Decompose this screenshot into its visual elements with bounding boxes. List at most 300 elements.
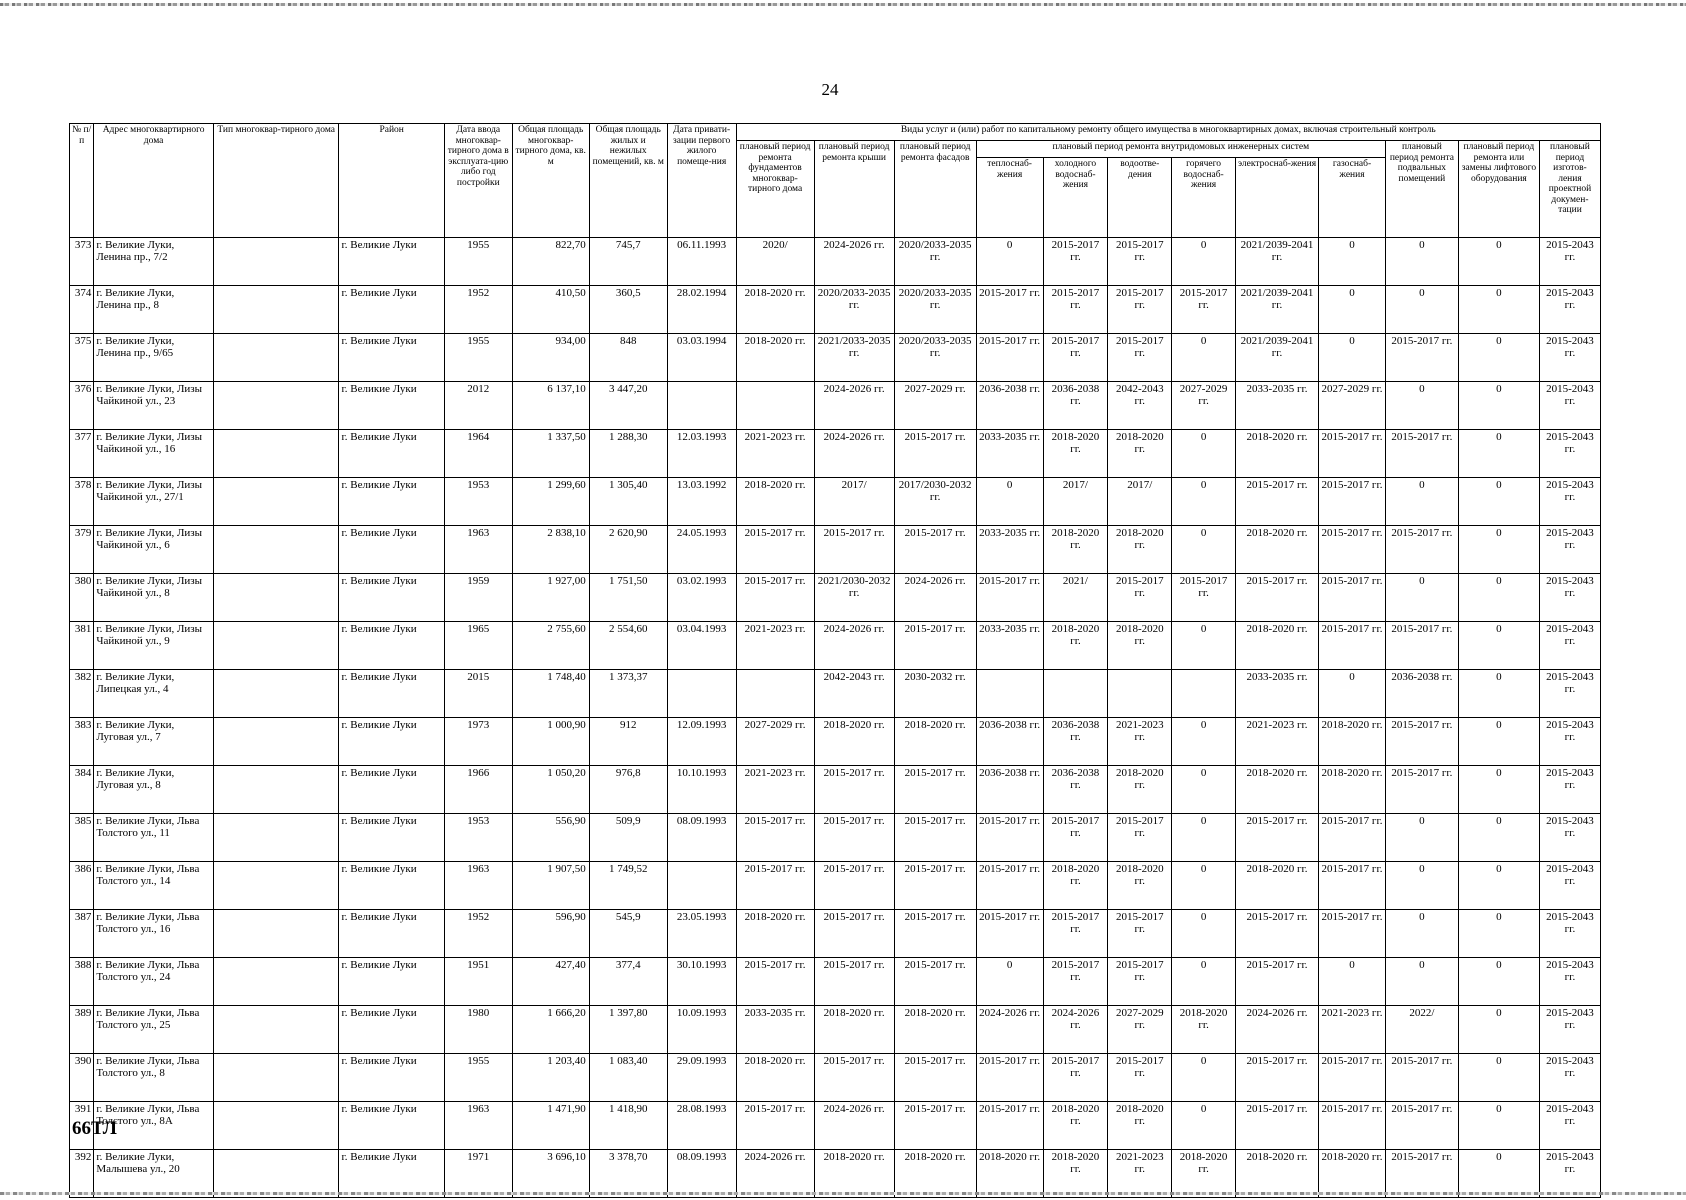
row-number: 375 (70, 334, 94, 382)
privatization-date-cell: 12.09.1993 (667, 718, 736, 766)
sewerage-period-cell: 2027-2029 гг. (1108, 1006, 1172, 1054)
header-district: Район (339, 124, 444, 238)
commission-year-cell: 1955 (444, 334, 512, 382)
design-doc-period-cell: 2015-2043 гг. (1539, 670, 1600, 718)
living-area-cell: 377,4 (589, 958, 667, 1006)
table-header (70, 124, 1601, 238)
facade-period-cell: 2015-2017 гг. (894, 1102, 976, 1150)
facade-period-cell: 2015-2017 гг. (894, 622, 976, 670)
privatization-date-cell: 28.02.1994 (667, 286, 736, 334)
commission-year-cell: 1973 (444, 718, 512, 766)
row-number: 382 (70, 670, 94, 718)
basement-period-cell: 0 (1385, 286, 1458, 334)
electric-period-cell: 2018-2020 гг. (1236, 526, 1319, 574)
foundation-period-cell: 2018-2020 гг. (736, 1054, 814, 1102)
commission-year-cell: 2012 (444, 382, 512, 430)
foundation-period-cell (736, 670, 814, 718)
table-row (70, 910, 1601, 958)
house-type-cell (213, 478, 339, 526)
district-cell: г. Великие Луки (339, 1150, 444, 1198)
total-area-cell: 1 471,90 (512, 1102, 589, 1150)
header-elevator: плановый период ремонта или замены лифтового оборудования (1458, 141, 1539, 238)
header-basement: плановый период ремонта подвальных помещений (1385, 141, 1458, 238)
design-doc-period-cell: 2015-2043 гг. (1539, 1150, 1600, 1198)
roof-period-cell: 2017/ (814, 478, 894, 526)
roof-period-cell: 2024-2026 гг. (814, 382, 894, 430)
roof-period-cell: 2018-2020 гг. (814, 718, 894, 766)
living-area-cell: 509,9 (589, 814, 667, 862)
heating-period-cell: 2018-2020 гг. (976, 1150, 1043, 1198)
cold-water-period-cell: 2018-2020 гг. (1043, 622, 1108, 670)
sewerage-period-cell: 2015-2017 гг. (1108, 286, 1172, 334)
sewerage-period-cell: 2015-2017 гг. (1108, 334, 1172, 382)
electric-period-cell: 2015-2017 гг. (1236, 814, 1319, 862)
hot-water-period-cell: 0 (1172, 334, 1236, 382)
house-type-cell (213, 430, 339, 478)
header-living-area: Общая площадь жилых и нежилых помещений, кв. м (589, 124, 667, 238)
cold-water-period-cell: 2015-2017 гг. (1043, 286, 1108, 334)
page-number: 24 (821, 80, 839, 99)
heating-period-cell: 2015-2017 гг. (976, 574, 1043, 622)
cold-water-period-cell: 2015-2017 гг. (1043, 814, 1108, 862)
roof-period-cell: 2015-2017 гг. (814, 766, 894, 814)
table-row (70, 862, 1601, 910)
basement-period-cell: 0 (1385, 382, 1458, 430)
heating-period-cell: 2036-2038 гг. (976, 766, 1043, 814)
sewerage-period-cell (1108, 670, 1172, 718)
header-hot-water: горячего водоснаб-жения (1172, 158, 1236, 238)
gas-period-cell: 2018-2020 гг. (1319, 766, 1386, 814)
roof-period-cell: 2018-2020 гг. (814, 1150, 894, 1198)
living-area-cell: 2 620,90 (589, 526, 667, 574)
district-cell: г. Великие Луки (339, 718, 444, 766)
living-area-cell: 1 749,52 (589, 862, 667, 910)
privatization-date-cell: 12.03.1993 (667, 430, 736, 478)
basement-period-cell: 2015-2017 гг. (1385, 766, 1458, 814)
roof-period-cell: 2015-2017 гг. (814, 862, 894, 910)
hot-water-period-cell: 0 (1172, 814, 1236, 862)
row-number: 385 (70, 814, 94, 862)
design-doc-period-cell: 2015-2043 гг. (1539, 1054, 1600, 1102)
design-doc-period-cell: 2015-2043 гг. (1539, 334, 1600, 382)
design-doc-period-cell: 2015-2043 гг. (1539, 910, 1600, 958)
house-type-cell (213, 334, 339, 382)
elevator-period-cell: 0 (1458, 1054, 1539, 1102)
electric-period-cell: 2015-2017 гг. (1236, 478, 1319, 526)
living-area-cell: 1 083,40 (589, 1054, 667, 1102)
row-number: 381 (70, 622, 94, 670)
hot-water-period-cell: 0 (1172, 430, 1236, 478)
total-area-cell: 1 337,50 (512, 430, 589, 478)
address-cell: г. Великие Луки, Луговая ул., 8 (94, 766, 214, 814)
row-number: 373 (70, 238, 94, 286)
gas-period-cell: 2021-2023 гг. (1319, 1006, 1386, 1054)
hot-water-period-cell: 2015-2017 гг. (1172, 286, 1236, 334)
electric-period-cell: 2015-2017 гг. (1236, 1102, 1319, 1150)
elevator-period-cell: 0 (1458, 766, 1539, 814)
foundation-period-cell: 2015-2017 гг. (736, 958, 814, 1006)
foundation-period-cell: 2021-2023 гг. (736, 622, 814, 670)
row-number: 391 (70, 1102, 94, 1150)
header-sewerage: водоотве-дения (1108, 158, 1172, 238)
facade-period-cell: 2018-2020 гг. (894, 1006, 976, 1054)
facade-period-cell: 2020/2033-2035 гг. (894, 238, 976, 286)
heating-period-cell: 0 (976, 478, 1043, 526)
house-type-cell (213, 958, 339, 1006)
scan-edge-top (0, 3, 1686, 6)
header-electric: электроснаб-жения (1236, 158, 1319, 238)
foundation-period-cell: 2015-2017 гг. (736, 574, 814, 622)
district-cell: г. Великие Луки (339, 238, 444, 286)
total-area-cell: 6 137,10 (512, 382, 589, 430)
privatization-date-cell: 06.11.1993 (667, 238, 736, 286)
design-doc-period-cell: 2015-2043 гг. (1539, 862, 1600, 910)
district-cell: г. Великие Луки (339, 862, 444, 910)
heating-period-cell: 2015-2017 гг. (976, 1102, 1043, 1150)
cold-water-period-cell: 2015-2017 гг. (1043, 334, 1108, 382)
commission-year-cell: 1963 (444, 526, 512, 574)
privatization-date-cell: 03.02.1993 (667, 574, 736, 622)
privatization-date-cell: 08.09.1993 (667, 1150, 736, 1198)
hot-water-period-cell: 0 (1172, 766, 1236, 814)
elevator-period-cell: 0 (1458, 526, 1539, 574)
commission-year-cell: 1966 (444, 766, 512, 814)
foundation-period-cell: 2033-2035 гг. (736, 1006, 814, 1054)
privatization-date-cell: 29.09.1993 (667, 1054, 736, 1102)
foundation-period-cell: 2018-2020 гг. (736, 286, 814, 334)
hot-water-period-cell: 0 (1172, 1054, 1236, 1102)
address-cell: г. Великие Луки, Льва Толстого ул., 16 (94, 910, 214, 958)
address-cell: г. Великие Луки, Лизы Чайкиной ул., 16 (94, 430, 214, 478)
basement-period-cell: 2015-2017 гг. (1385, 526, 1458, 574)
commission-year-cell: 1963 (444, 862, 512, 910)
address-cell: г. Великие Луки, Ленина пр., 8 (94, 286, 214, 334)
commission-year-cell: 1955 (444, 1054, 512, 1102)
total-area-cell: 1 666,20 (512, 1006, 589, 1054)
cold-water-period-cell: 2015-2017 гг. (1043, 238, 1108, 286)
gas-period-cell: 2015-2017 гг. (1319, 574, 1386, 622)
row-number: 380 (70, 574, 94, 622)
roof-period-cell: 2021/2030-2032 гг. (814, 574, 894, 622)
total-area-cell: 934,00 (512, 334, 589, 382)
row-number: 389 (70, 1006, 94, 1054)
facade-period-cell: 2018-2020 гг. (894, 1150, 976, 1198)
header-heating: теплоснаб-жения (976, 158, 1043, 238)
commission-year-cell: 1963 (444, 1102, 512, 1150)
table-row (70, 958, 1601, 1006)
design-doc-period-cell: 2015-2043 гг. (1539, 430, 1600, 478)
cold-water-period-cell: 2015-2017 гг. (1043, 958, 1108, 1006)
header-facade: плановый период ремонта фасадов (894, 141, 976, 238)
living-area-cell: 976,8 (589, 766, 667, 814)
gas-period-cell: 2015-2017 гг. (1319, 526, 1386, 574)
electric-period-cell: 2033-2035 гг. (1236, 382, 1319, 430)
living-area-cell: 912 (589, 718, 667, 766)
facade-period-cell: 2015-2017 гг. (894, 766, 976, 814)
gas-period-cell: 2015-2017 гг. (1319, 622, 1386, 670)
hot-water-period-cell: 0 (1172, 862, 1236, 910)
address-cell: г. Великие Луки, Льва Толстого ул., 8 (94, 1054, 214, 1102)
row-number: 386 (70, 862, 94, 910)
living-area-cell: 3 378,70 (589, 1150, 667, 1198)
roof-period-cell: 2015-2017 гг. (814, 910, 894, 958)
facade-period-cell: 2027-2029 гг. (894, 382, 976, 430)
foundation-period-cell: 2015-2017 гг. (736, 814, 814, 862)
header-privatization-date: Дата привати-зации первого жилого помеще-ния (667, 124, 736, 238)
row-number: 374 (70, 286, 94, 334)
elevator-period-cell: 0 (1458, 910, 1539, 958)
hot-water-period-cell: 0 (1172, 478, 1236, 526)
foundation-period-cell: 2015-2017 гг. (736, 862, 814, 910)
district-cell: г. Великие Луки (339, 1006, 444, 1054)
total-area-cell: 1 050,20 (512, 766, 589, 814)
commission-year-cell: 2015 (444, 670, 512, 718)
roof-period-cell: 2024-2026 гг. (814, 1102, 894, 1150)
hot-water-period-cell: 0 (1172, 958, 1236, 1006)
sewerage-period-cell: 2042-2043 гг. (1108, 382, 1172, 430)
cold-water-period-cell: 2036-2038 гг. (1043, 766, 1108, 814)
foundation-period-cell: 2018-2020 гг. (736, 478, 814, 526)
row-number: 387 (70, 910, 94, 958)
design-doc-period-cell: 2015-2043 гг. (1539, 766, 1600, 814)
sewerage-period-cell: 2015-2017 гг. (1108, 238, 1172, 286)
gas-period-cell: 0 (1319, 958, 1386, 1006)
living-area-cell: 745,7 (589, 238, 667, 286)
row-number: 384 (70, 766, 94, 814)
address-cell: г. Великие Луки, Лизы Чайкиной ул., 8 (94, 574, 214, 622)
table-row (70, 334, 1601, 382)
basement-period-cell: 2015-2017 гг. (1385, 334, 1458, 382)
sewerage-period-cell: 2015-2017 гг. (1108, 958, 1172, 1006)
house-type-cell (213, 382, 339, 430)
facade-period-cell: 2018-2020 гг. (894, 718, 976, 766)
basement-period-cell: 2015-2017 гг. (1385, 622, 1458, 670)
house-type-cell (213, 1102, 339, 1150)
elevator-period-cell: 0 (1458, 862, 1539, 910)
elevator-period-cell: 0 (1458, 1102, 1539, 1150)
header-foundation: плановый период ремонта фундаментов многоквар-тирного дома (736, 141, 814, 238)
privatization-date-cell: 13.03.1992 (667, 478, 736, 526)
district-cell: г. Великие Луки (339, 766, 444, 814)
district-cell: г. Великие Луки (339, 430, 444, 478)
district-cell: г. Великие Луки (339, 286, 444, 334)
cold-water-period-cell: 2017/ (1043, 478, 1108, 526)
total-area-cell: 596,90 (512, 910, 589, 958)
basement-period-cell: 2015-2017 гг. (1385, 1150, 1458, 1198)
sewerage-period-cell: 2015-2017 гг. (1108, 574, 1172, 622)
electric-period-cell: 2018-2020 гг. (1236, 622, 1319, 670)
elevator-period-cell: 0 (1458, 670, 1539, 718)
total-area-cell: 2 838,10 (512, 526, 589, 574)
gas-period-cell: 2015-2017 гг. (1319, 862, 1386, 910)
electric-period-cell: 2015-2017 гг. (1236, 574, 1319, 622)
commission-year-cell: 1959 (444, 574, 512, 622)
basement-period-cell: 0 (1385, 958, 1458, 1006)
commission-year-cell: 1951 (444, 958, 512, 1006)
living-area-cell: 2 554,60 (589, 622, 667, 670)
foundation-period-cell: 2027-2029 гг. (736, 718, 814, 766)
roof-period-cell: 2024-2026 гг. (814, 238, 894, 286)
elevator-period-cell: 0 (1458, 718, 1539, 766)
address-cell: г. Великие Луки, Ленина пр., 9/65 (94, 334, 214, 382)
house-type-cell (213, 238, 339, 286)
gas-period-cell: 2015-2017 гг. (1319, 1102, 1386, 1150)
table-row (70, 718, 1601, 766)
address-cell: г. Великие Луки, Луговая ул., 7 (94, 718, 214, 766)
address-cell: г. Великие Луки, Липецкая ул., 4 (94, 670, 214, 718)
district-cell: г. Великие Луки (339, 334, 444, 382)
cold-water-period-cell: 2021/ (1043, 574, 1108, 622)
total-area-cell: 1 000,90 (512, 718, 589, 766)
sewerage-period-cell: 2018-2020 гг. (1108, 526, 1172, 574)
sewerage-period-cell: 2015-2017 гг. (1108, 1054, 1172, 1102)
commission-year-cell: 1965 (444, 622, 512, 670)
district-cell: г. Великие Луки (339, 814, 444, 862)
roof-period-cell: 2020/2033-2035 гг. (814, 286, 894, 334)
header-num: № п/п (70, 124, 94, 238)
table-row (70, 1054, 1601, 1102)
sewerage-period-cell: 2017/ (1108, 478, 1172, 526)
hot-water-period-cell: 0 (1172, 526, 1236, 574)
table-row (70, 622, 1601, 670)
foundation-period-cell: 2015-2017 гг. (736, 526, 814, 574)
house-type-cell (213, 862, 339, 910)
foundation-period-cell: 2020/ (736, 238, 814, 286)
sewerage-period-cell: 2018-2020 гг. (1108, 430, 1172, 478)
address-cell: г. Великие Луки, Лизы Чайкиной ул., 27/1 (94, 478, 214, 526)
address-cell: г. Великие Луки, Лизы Чайкиной ул., 6 (94, 526, 214, 574)
house-type-cell (213, 766, 339, 814)
sewerage-period-cell: 2018-2020 гг. (1108, 1102, 1172, 1150)
electric-period-cell: 2015-2017 гг. (1236, 910, 1319, 958)
privatization-date-cell (667, 862, 736, 910)
commission-year-cell: 1980 (444, 1006, 512, 1054)
house-type-cell (213, 910, 339, 958)
district-cell: г. Великие Луки (339, 958, 444, 1006)
total-area-cell: 1 203,40 (512, 1054, 589, 1102)
roof-period-cell: 2042-2043 гг. (814, 670, 894, 718)
facade-period-cell: 2020/2033-2035 гг. (894, 286, 976, 334)
heating-period-cell: 2015-2017 гг. (976, 1054, 1043, 1102)
elevator-period-cell: 0 (1458, 574, 1539, 622)
basement-period-cell: 2015-2017 гг. (1385, 718, 1458, 766)
house-type-cell (213, 622, 339, 670)
electric-period-cell: 2018-2020 гг. (1236, 430, 1319, 478)
elevator-period-cell: 0 (1458, 814, 1539, 862)
table-row (70, 670, 1601, 718)
facade-period-cell: 2030-2032 гг. (894, 670, 976, 718)
cold-water-period-cell: 2015-2017 гг. (1043, 1054, 1108, 1102)
elevator-period-cell: 0 (1458, 382, 1539, 430)
house-type-cell (213, 286, 339, 334)
total-area-cell: 3 696,10 (512, 1150, 589, 1198)
living-area-cell: 1 288,30 (589, 430, 667, 478)
foundation-period-cell: 2015-2017 гг. (736, 1102, 814, 1150)
facade-period-cell: 2020/2033-2035 гг. (894, 334, 976, 382)
sewerage-period-cell: 2018-2020 гг. (1108, 862, 1172, 910)
basement-period-cell: 0 (1385, 814, 1458, 862)
commission-year-cell: 1953 (444, 478, 512, 526)
house-type-cell (213, 1006, 339, 1054)
cold-water-period-cell: 2036-2038 гг. (1043, 718, 1108, 766)
address-cell: г. Великие Луки, Льва Толстого ул., 8А (94, 1102, 214, 1150)
heating-period-cell: 2024-2026 гг. (976, 1006, 1043, 1054)
design-doc-period-cell: 2015-2043 гг. (1539, 526, 1600, 574)
design-doc-period-cell: 2015-2043 гг. (1539, 478, 1600, 526)
privatization-date-cell: 03.03.1994 (667, 334, 736, 382)
privatization-date-cell: 08.09.1993 (667, 814, 736, 862)
total-area-cell: 427,40 (512, 958, 589, 1006)
electric-period-cell: 2021/2039-2041 гг. (1236, 334, 1319, 382)
basement-period-cell: 2015-2017 гг. (1385, 1102, 1458, 1150)
commission-year-cell: 1952 (444, 910, 512, 958)
heating-period-cell: 2015-2017 гг. (976, 814, 1043, 862)
row-number: 378 (70, 478, 94, 526)
address-cell: г. Великие Луки, Льва Толстого ул., 25 (94, 1006, 214, 1054)
district-cell: г. Великие Луки (339, 382, 444, 430)
facade-period-cell: 2015-2017 гг. (894, 1054, 976, 1102)
design-doc-period-cell: 2015-2043 гг. (1539, 958, 1600, 1006)
hot-water-period-cell: 2015-2017 гг. (1172, 574, 1236, 622)
address-cell: г. Великие Луки, Лизы Чайкиной ул., 9 (94, 622, 214, 670)
table-row (70, 814, 1601, 862)
cold-water-period-cell: 2018-2020 гг. (1043, 862, 1108, 910)
cold-water-period-cell: 2036-2038 гг. (1043, 382, 1108, 430)
design-doc-period-cell: 2015-2043 гг. (1539, 1006, 1600, 1054)
gas-period-cell: 2015-2017 гг. (1319, 430, 1386, 478)
facade-period-cell: 2017/2030-2032 гг. (894, 478, 976, 526)
total-area-cell: 822,70 (512, 238, 589, 286)
living-area-cell: 1 418,90 (589, 1102, 667, 1150)
district-cell: г. Великие Луки (339, 1054, 444, 1102)
elevator-period-cell: 0 (1458, 958, 1539, 1006)
basement-period-cell: 2015-2017 гг. (1385, 430, 1458, 478)
address-cell: г. Великие Луки, Льва Толстого ул., 24 (94, 958, 214, 1006)
capital-repair-table (69, 123, 1601, 1198)
foundation-period-cell: 2018-2020 гг. (736, 334, 814, 382)
electric-period-cell: 2024-2026 гг. (1236, 1006, 1319, 1054)
row-number: 388 (70, 958, 94, 1006)
design-doc-period-cell: 2015-2043 гг. (1539, 238, 1600, 286)
design-doc-period-cell: 2015-2043 гг. (1539, 574, 1600, 622)
district-cell: г. Великие Луки (339, 478, 444, 526)
roof-period-cell: 2015-2017 гг. (814, 958, 894, 1006)
facade-period-cell: 2015-2017 гг. (894, 526, 976, 574)
heating-period-cell: 2015-2017 гг. (976, 286, 1043, 334)
table-row (70, 1150, 1601, 1198)
header-design-doc: плановый период изготов-ления проектной докумен-тации (1539, 141, 1600, 238)
heating-period-cell: 2033-2035 гг. (976, 526, 1043, 574)
heating-period-cell: 0 (976, 958, 1043, 1006)
basement-period-cell: 0 (1385, 238, 1458, 286)
elevator-period-cell: 0 (1458, 430, 1539, 478)
living-area-cell: 848 (589, 334, 667, 382)
elevator-period-cell: 0 (1458, 622, 1539, 670)
privatization-date-cell (667, 670, 736, 718)
electric-period-cell: 2015-2017 гг. (1236, 958, 1319, 1006)
header-total-area: Общая площадь многоквар-тирного дома, кв. м (512, 124, 589, 238)
living-area-cell: 1 751,50 (589, 574, 667, 622)
electric-period-cell: 2021/2039-2041 гг. (1236, 238, 1319, 286)
privatization-date-cell: 24.05.1993 (667, 526, 736, 574)
district-cell: г. Великие Луки (339, 670, 444, 718)
table-row (70, 1102, 1601, 1150)
heating-period-cell: 2036-2038 гг. (976, 382, 1043, 430)
table-row (70, 286, 1601, 334)
basement-period-cell: 2036-2038 гг. (1385, 670, 1458, 718)
gas-period-cell: 0 (1319, 286, 1386, 334)
design-doc-period-cell: 2015-2043 гг. (1539, 622, 1600, 670)
